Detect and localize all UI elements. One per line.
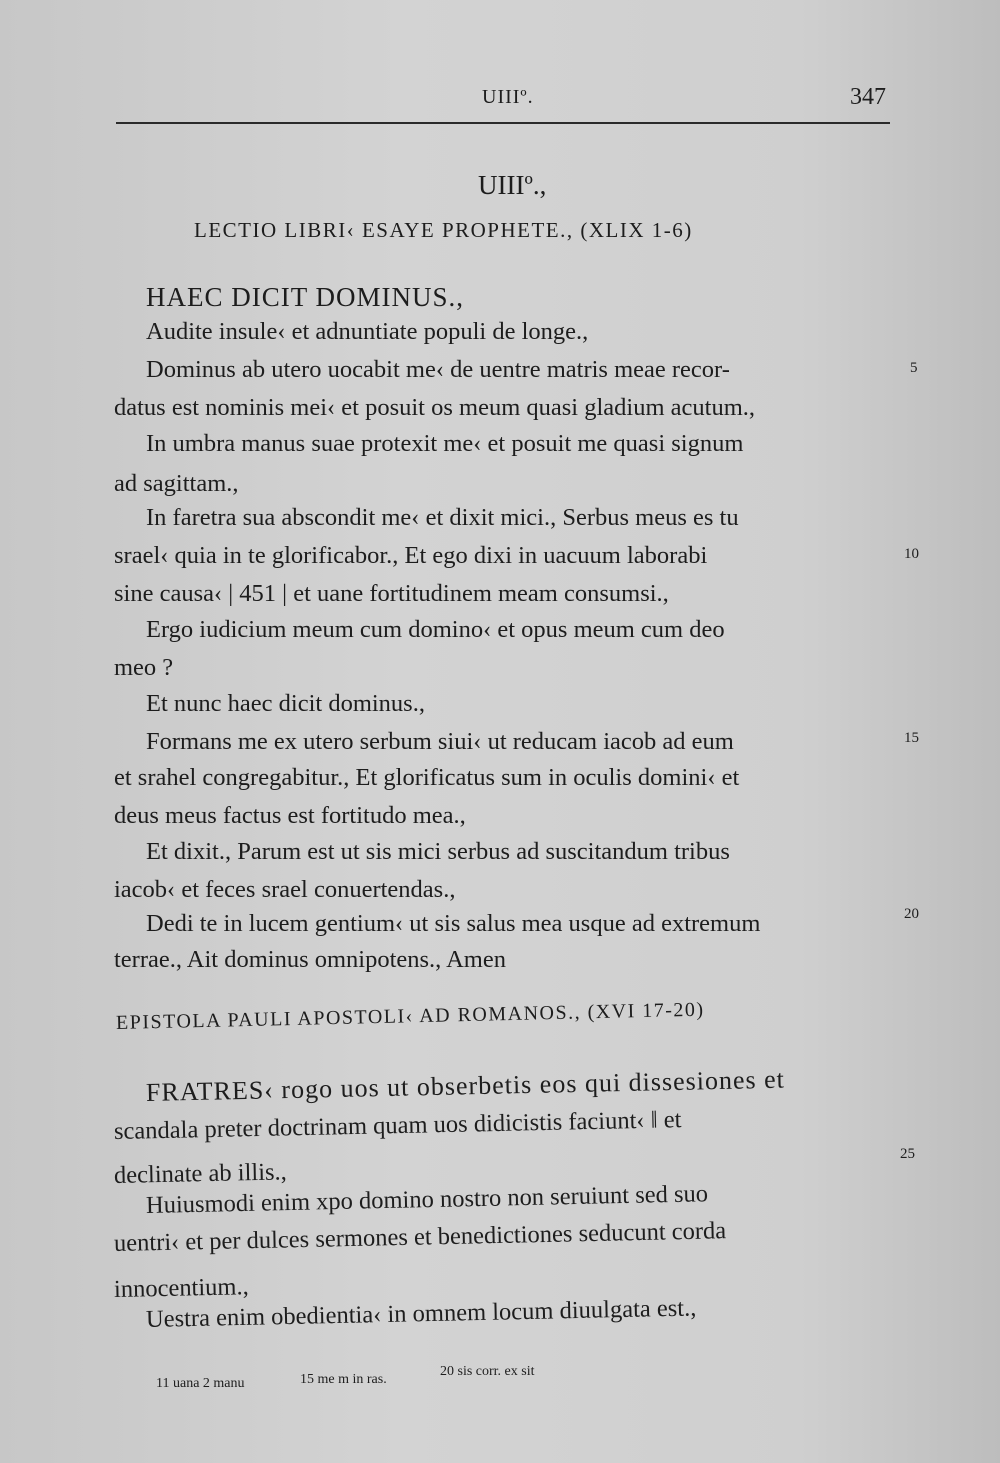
footnote-2: 15 me m in ras. <box>300 1372 387 1387</box>
lectio-line-1: HAEC DICIT DOMINUS., <box>146 282 465 312</box>
line-number-5: 5 <box>910 360 918 376</box>
lectio-line-15: deus meus factus est fortitudo mea., <box>114 802 466 829</box>
lectio-line-4: datus est nominis mei‹ et posuit os meum quasi gladium acutum., <box>114 394 756 421</box>
lectio-line-18: Dedi te in lucem gentium‹ ut sis salus mea usque ad extremum <box>146 910 761 937</box>
epistola-heading: EPISTOLA PAULI APOSTOLI‹ AD ROMANOS., (XVI 17-20) <box>115 998 705 1034</box>
lectio-line-2: Audite insule‹ et adnuntiate populi de longe., <box>146 318 589 345</box>
header-rule <box>116 122 890 124</box>
lectio-line-12: Et nunc haec dicit dominus., <box>146 690 425 717</box>
lectio-line-5: In umbra manus suae protexit me‹ et posuit me quasi signum <box>146 430 744 457</box>
epistola-line-2: scandala preter doctrinam quam uos didicistis faciunt‹ ‖ et <box>113 1106 682 1145</box>
lectio-line-10: Ergo iudicium meum cum domino‹ et opus meum cum deo <box>146 616 725 643</box>
lectio-line-19: terrae., Ait dominus omnipotens., Amen <box>114 946 506 973</box>
lectio-line-3: Dominus ab utero uocabit me‹ de uentre matris meae recor- <box>146 356 730 383</box>
lectio-line-11: meo ? <box>114 654 174 681</box>
line-number-25: 25 <box>900 1146 915 1162</box>
lectio-line-16: Et dixit., Parum est ut sis mici serbus ad suscitandum tribus <box>146 838 730 865</box>
footnote-3: 20 sis corr. ex sit <box>440 1364 535 1379</box>
running-head: UIIIº. <box>482 86 534 108</box>
lectio-line-8: srael‹ quia in te glorificabor., Et ego dixi in uacuum laborabi <box>114 542 708 569</box>
epistola-line-1: FRATRES‹ rogo uos ut obserbetis eos qui dissesiones et <box>145 1064 786 1107</box>
epistola-line-3: declinate ab illis., <box>113 1158 288 1189</box>
line-number-20: 20 <box>904 906 919 922</box>
epistola-line-7: Uestra enim obedientia‹ in omnem locum diuulgata est., <box>145 1294 697 1333</box>
lectio-heading: LECTIO LIBRI‹ ESAYE PROPHETE., (XLIX 1-6) <box>194 218 693 242</box>
lectio-line-13: Formans me ex utero serbum siui‹ ut reducam iacob ad eum <box>146 728 734 755</box>
page-number: 347 <box>850 84 886 110</box>
lectio-line-14: et srahel congregabitur., Et glorificatus sum in oculis domini‹ et <box>114 764 740 791</box>
lectio-line-7: In faretra sua abscondit me‹ et dixit mici., Serbus meus es tu <box>146 504 739 531</box>
lectio-line-9: sine causa‹ | 451 | et uane fortitudinem meam consumsi., <box>114 580 669 607</box>
footnote-1: 11 uana 2 manu <box>156 1376 245 1391</box>
lectio-line-17: iacob‹ et feces srael conuertendas., <box>114 876 456 903</box>
epistola-line-4: Huiusmodi enim xpo domino nostro non seruiunt sed suo <box>145 1180 709 1219</box>
section-title: UIIIº., <box>478 170 547 200</box>
line-number-15: 15 <box>904 730 919 746</box>
epistola-line-5: uentri‹ et per dulces sermones et benedictiones seducunt corda <box>113 1217 727 1257</box>
epistola-line-6: innocentium., <box>113 1273 249 1303</box>
line-number-10: 10 <box>904 546 919 562</box>
lectio-line-6: ad sagittam., <box>114 470 239 497</box>
